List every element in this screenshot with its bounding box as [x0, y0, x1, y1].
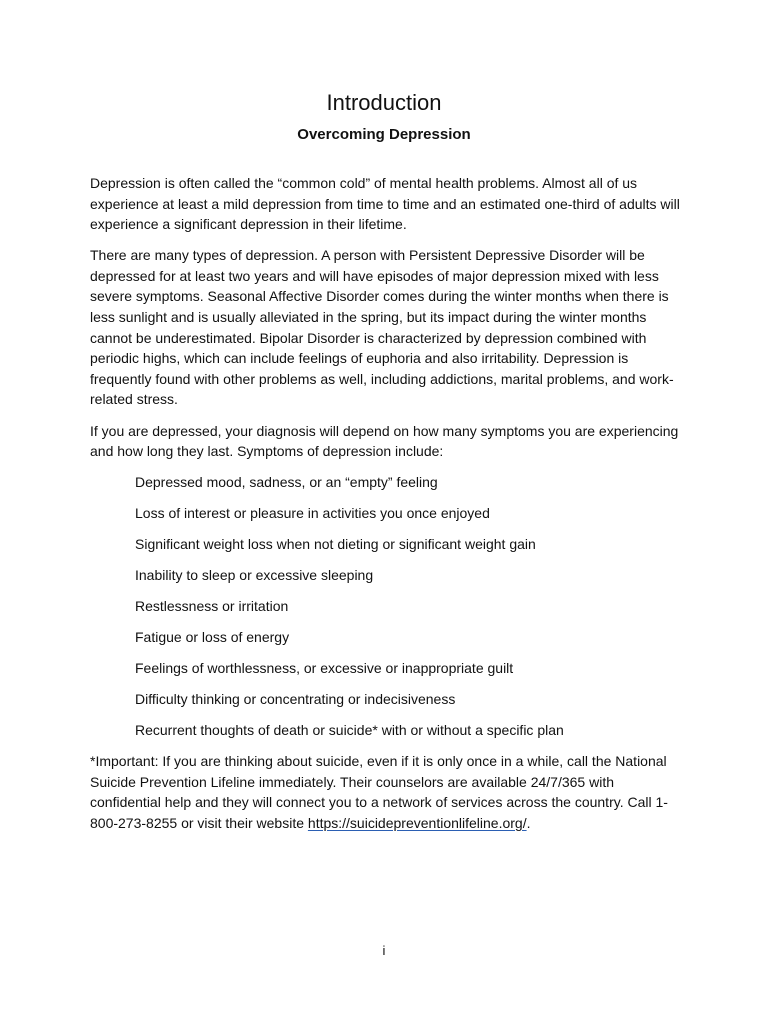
symptom-list	[90, 472, 682, 740]
symptom-item: Difficulty thinking or concentrating or indecisiveness	[135, 691, 456, 708]
symptom-item: Loss of interest or pleasure in activities you once enjoyed	[135, 505, 490, 522]
important-note-text: *Important: If you are thinking about suicide, even if it is only once in a while, call the National Suicide Prevention Lifeline immediately. Their counselors are available 24/7/365 with confidential help and they will connect you to a network of services across the country. Call 1-800-273-8255 or visit their website	[90, 753, 668, 831]
page-number: i	[382, 943, 386, 958]
symptom-item: Inability to sleep or excessive sleeping	[135, 567, 374, 584]
symptom-item: Significant weight loss when not dieting or significant weight gain	[135, 536, 536, 553]
document-body	[90, 173, 682, 844]
paragraph-diagnosis: If you are depressed, your diagnosis will depend on how many symptoms you are experiencing and how long they last. Symptoms of depression include:	[90, 422, 679, 460]
symptom-item: Restlessness or irritation	[135, 598, 289, 615]
symptom-item: Recurrent thoughts of death or suicide* with or without a specific plan	[135, 722, 564, 739]
symptom-item: Fatigue or loss of energy	[135, 629, 290, 646]
paragraph-intro: Depression is often called the “common cold” of mental health problems. Almost all of us experience at least a mild depression from time to time and an estimated one-third of adults will experience a significant depression in their lifetime.	[90, 175, 680, 233]
important-note-trailing: .	[526, 814, 531, 831]
symptom-item: Feelings of worthlessness, or excessive or inappropriate guilt	[135, 660, 514, 677]
lifeline-website-link[interactable]: https://suicidepreventionlifeline.org/	[307, 814, 527, 831]
page-subtitle: Overcoming Depression	[297, 126, 471, 143]
important-note	[90, 751, 682, 833]
paragraph-types: There are many types of depression. A person with Persistent Depressive Disorder will be depressed for at least two years and will have episodes of major depression mixed with less severe symptoms. Seasonal Affective Disorder comes during the winter months when there is less sunlight and is usually alleviated in the spring, but its impact during the winter months cannot be underestimated. Bipolar Disorder is characterized by depression combined with periodic highs, which can include feelings of euphoria and also irritability. Depression is frequently found with other problems as well, including addictions, marital problems, and work-related stress.	[90, 247, 674, 408]
page-title: Introduction	[326, 90, 442, 115]
symptom-item: Depressed mood, sadness, or an “empty” feeling	[135, 474, 438, 491]
